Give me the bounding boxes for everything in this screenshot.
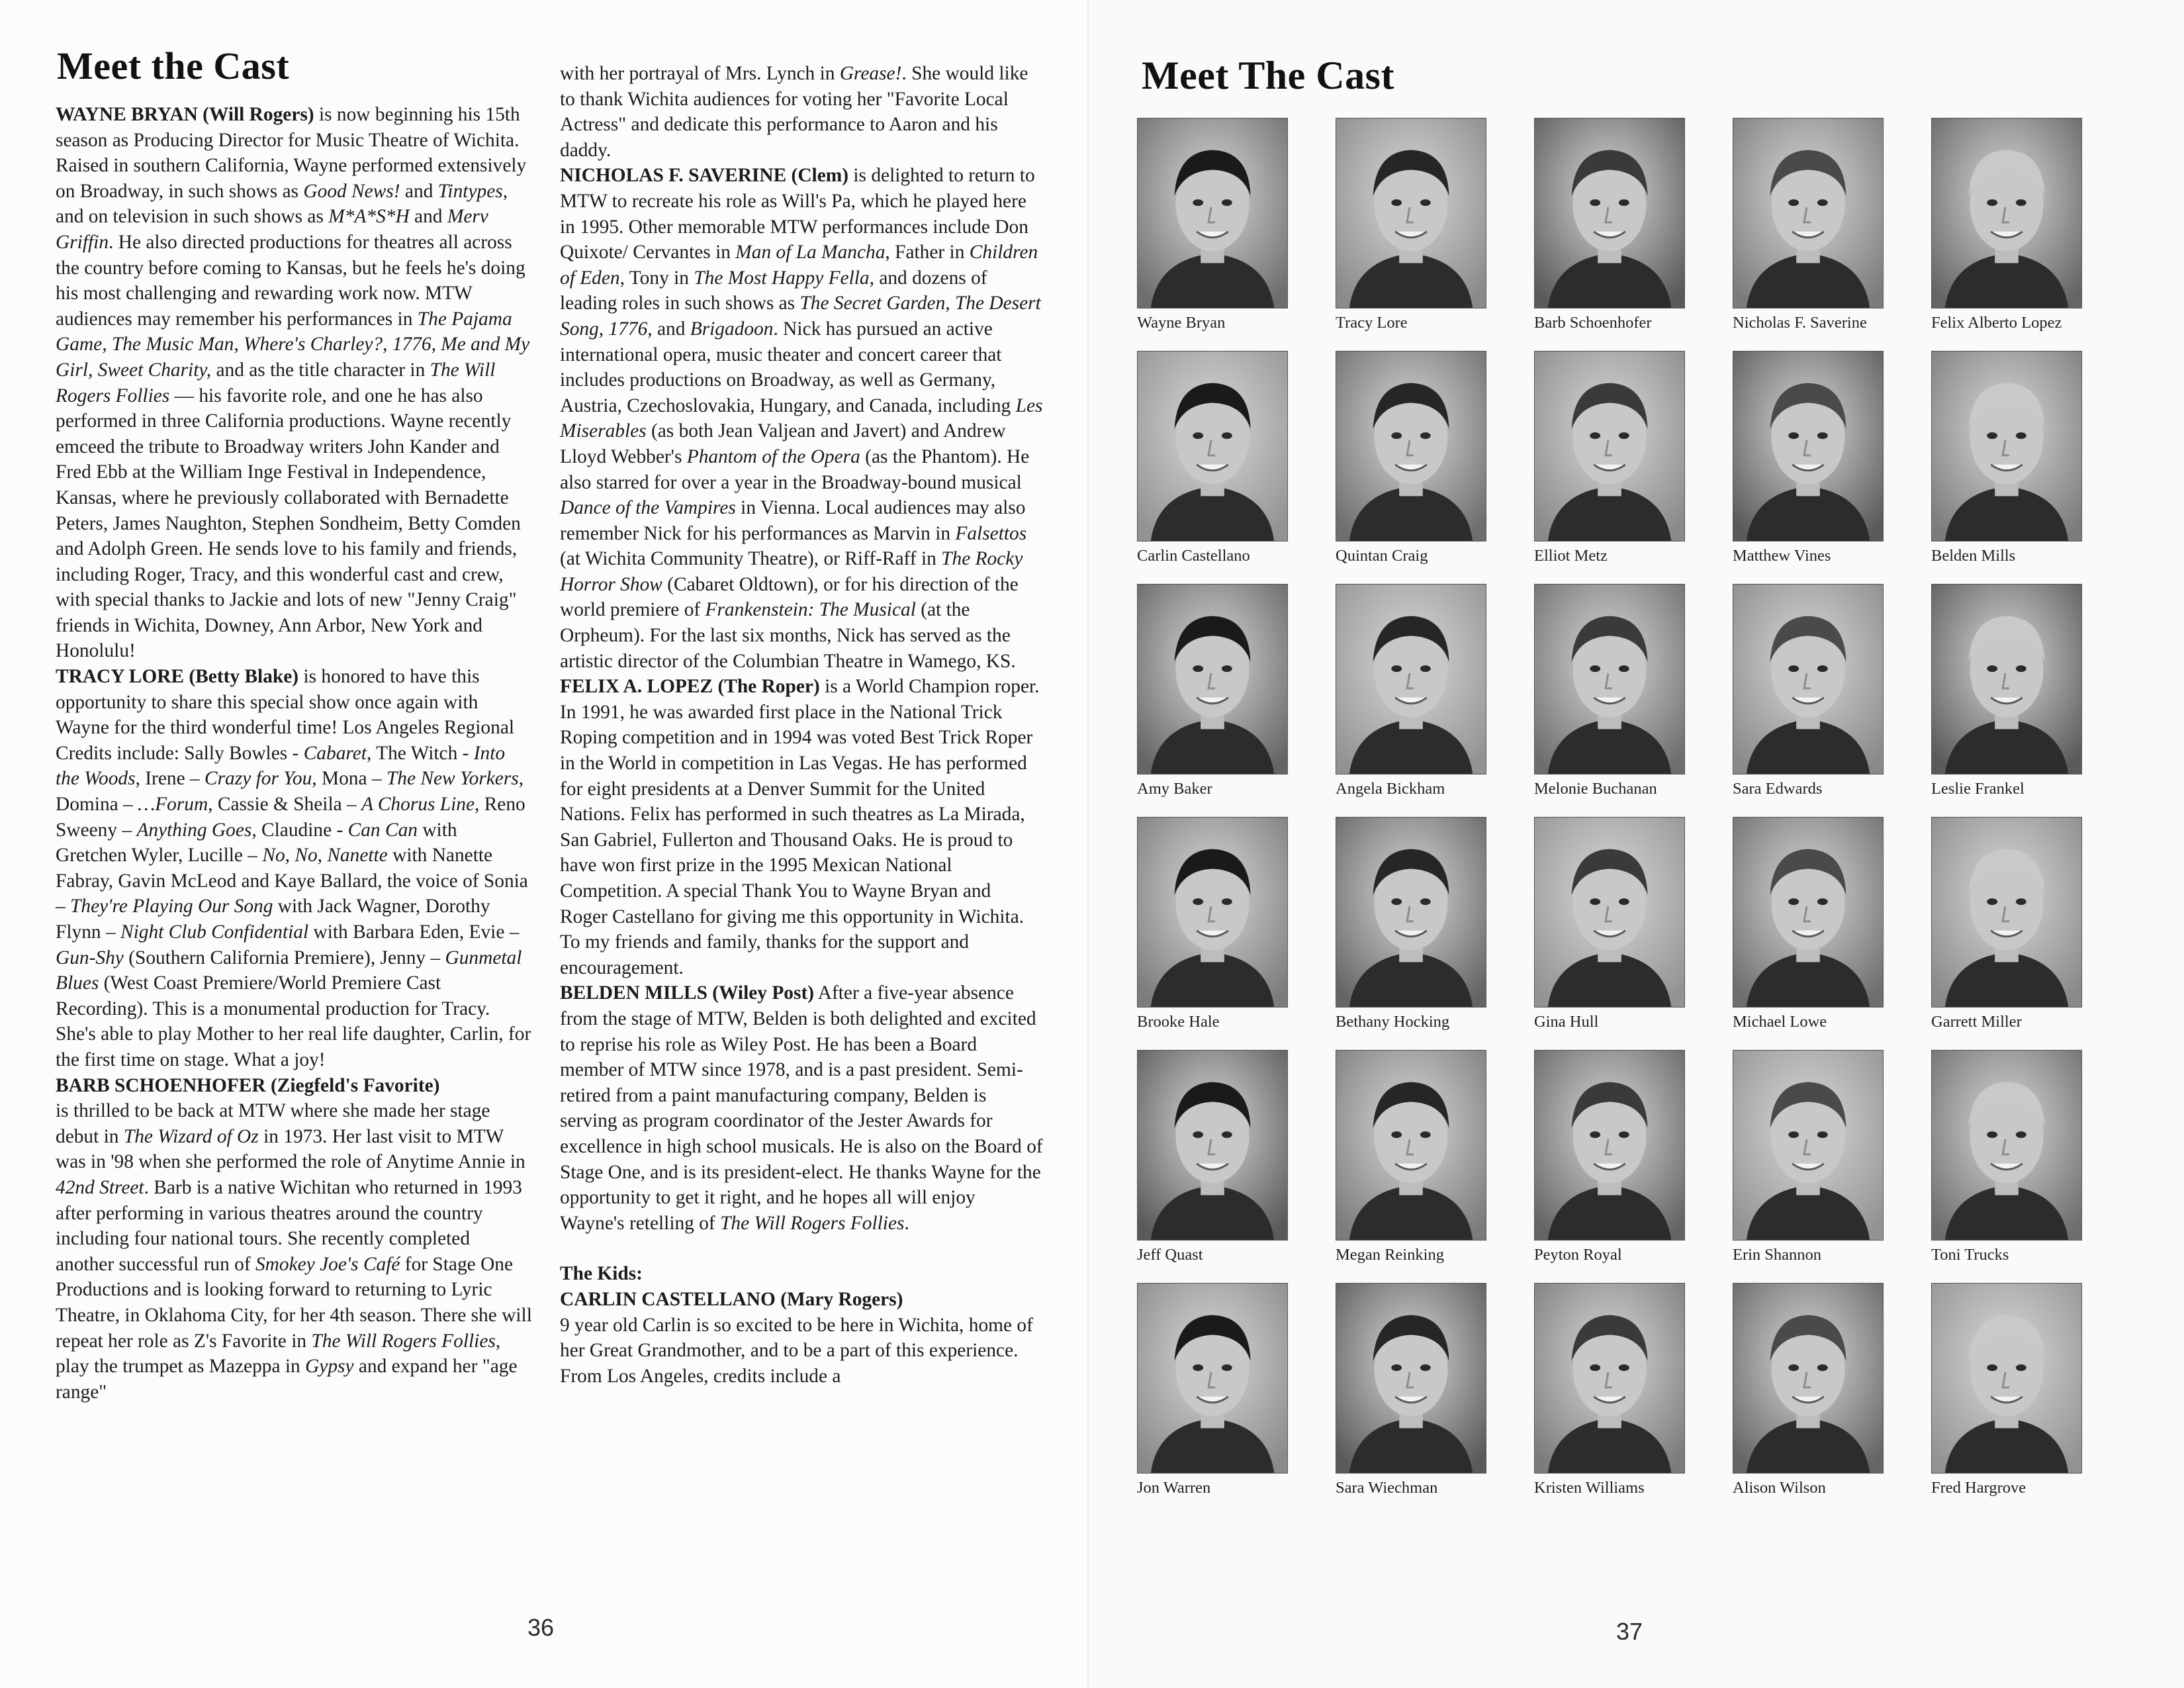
bio-text: (Cabaret Oldtown), or for his direction of the world premiere of (560, 573, 1019, 621)
show-title: Phantom of the Opera (686, 445, 860, 467)
bio-text: is thrilled to be back at MTW where she made her stage debut in (56, 1100, 490, 1147)
headshot-caption: Fred Hargrove (1931, 1479, 2026, 1497)
show-title: Gypsy (305, 1356, 354, 1378)
headshot-photo (1733, 118, 1884, 308)
bio-text: . Nick has pursued an active international opera, music theater and concert career that includes productions on Broadway, as well as Germany, Austria, Czechoslovakia, Hungary, and Canada, including (560, 318, 1016, 416)
page-number: 37 (1616, 1618, 1643, 1645)
cast-member-name: BARB SCHOENHOFER (Ziegfeld's Favorite) (56, 1074, 440, 1096)
cast-member-card (1336, 817, 1534, 1050)
headshot-photo (1931, 1283, 2082, 1474)
cast-member-card (1137, 351, 1336, 584)
bio-paragraph (56, 102, 532, 664)
headshot-caption: Leslie Frankel (1931, 780, 2025, 798)
headshot-photo (1336, 817, 1486, 1008)
bio-text: and expand her "age range" (56, 1356, 518, 1403)
cast-member-name: FELIX A. LOPEZ (The Roper) (560, 676, 820, 698)
cast-member-card (1931, 1050, 2130, 1283)
bio-text: After a five-year absence from the stage of MTW, Belden is both delighted and excited to reprise his role as Wiley Post. He has been a Board member of MTW since 1978, and is a past president. Semi-retired from a paint manufacturing company, Belden is serving as program coordinator of the Jester Awards for excellence in high school musicals. He is also on the Board of Stage One, and is its president-elect. He thanks Wayne for the opportunity to get it right, and he hopes all will enjoy Wayne's retelling of (560, 982, 1043, 1234)
headshot-photo (1137, 351, 1288, 541)
headshot-photo (1137, 584, 1288, 774)
cast-member-card (1931, 118, 2130, 351)
bio-text: . (904, 1212, 909, 1234)
show-title: The Pajama Game, The Music Man, Where's Charley?, 1776, Me and My Girl, Sweet Charity, (56, 308, 530, 381)
bio-text: with Nanette Fabray, Gavin McLeod and Kaye Ballard, the voice of Sonia – (56, 845, 528, 917)
bio-paragraph (560, 980, 1043, 1236)
headshot-caption: Sara Wiechman (1336, 1479, 1438, 1497)
show-title: Man of La Mancha (735, 242, 886, 263)
show-title: The Will Rogers Follies (311, 1330, 496, 1352)
headshot-photo (1931, 584, 2082, 774)
bio-text: (West Coast Premiere/World Premiere Cast Recording). This is a monumental production for Tracy. She's able to play Mother to her real life daughter, Carlin, for the first time on stage. What a joy! (56, 972, 531, 1070)
bio-text: , Claudine - (251, 819, 348, 841)
headshot-caption: Elliot Metz (1534, 547, 1608, 565)
bio-text: — his favorite role, and one he has also performed in three California productions. Wayne recently emceed the tribute to Broadway writers John Kander and Fred Ebb at the William Inge Festival in Independence, Kansas, where he previously collaborated with Bernadette Peters, James Naughton, Stephen Sondheim, Betty Comden and Adolph Green. He sends love to his family and friends, including Roger, Tracy, and this wonderful cast and crew, with special thanks to Jackie and lots of new "Jenny Craig" friends in Wichita, Downey, Ann Arbor, New York and Honolulu! (56, 385, 521, 662)
show-title: Into the Woods (56, 742, 506, 790)
headshot-caption: Amy Baker (1137, 780, 1212, 798)
cast-member-card (1534, 817, 1733, 1050)
headshot-caption: Alison Wilson (1733, 1479, 1826, 1497)
page-title: Meet the Cast (57, 44, 290, 87)
bio-paragraph (560, 1313, 1043, 1389)
cast-member-card (1733, 584, 1931, 817)
bio-text: with her portrayal of Mrs. Lynch in (560, 63, 840, 84)
headshot-photo (1137, 817, 1288, 1008)
left-page (0, 0, 1089, 1688)
show-title: Tintypes (437, 180, 503, 202)
cast-member-card (1931, 584, 2130, 817)
cast-member-card (1733, 1283, 1931, 1516)
headshot-photo (1733, 1283, 1884, 1474)
headshot-photo (1733, 817, 1884, 1008)
show-title: Cabaret (303, 742, 367, 764)
cast-member-card (1137, 1283, 1336, 1516)
show-title: The Rocky Horror Show (560, 548, 1023, 595)
bio-text: in Vienna. Local audiences may also remember Nick for his performances as Marvin in (560, 497, 1026, 544)
show-title: The Most Happy Fella (694, 267, 870, 289)
headshot-caption: Bethany Hocking (1336, 1013, 1450, 1031)
page-number: 36 (527, 1614, 555, 1641)
headshot-caption: Michael Lowe (1733, 1013, 1827, 1031)
bio-column-1 (56, 102, 532, 1405)
headshot-photo (1534, 1283, 1685, 1474)
headshot-caption: Jon Warren (1137, 1479, 1211, 1497)
cast-member-card (1733, 118, 1931, 351)
show-title: Crazy for You (205, 768, 312, 790)
headshot-caption: Matthew Vines (1733, 547, 1831, 565)
headshot-photo (1137, 1050, 1288, 1241)
cast-member-card (1931, 351, 2130, 584)
bio-text: with Gretchen Wyler, Lucille – (56, 819, 457, 867)
show-title: The New Yorkers (386, 768, 519, 790)
kids-heading: The Kids: (560, 1263, 643, 1285)
show-title: The Secret Garden, The Desert Song, 1776, (560, 293, 1041, 340)
bio-paragraph (560, 61, 1043, 163)
bio-text: . Barb is a native Wichitan who returned in 1993 after performing in various theatres around the country including four national tours. She recently completed another successful run of (56, 1176, 522, 1275)
show-title: Falsettos (955, 522, 1027, 544)
bio-text: in 1973. Her last visit to MTW was in '98 when she performed the role of Anytime Annie in (56, 1125, 525, 1173)
bio-text: with Jack Wagner, Dorothy Flynn – (56, 896, 490, 943)
cast-member-card (1534, 118, 1733, 351)
bio-text: , Tony in (619, 267, 694, 289)
headshot-caption: Barb Schoenhofer (1534, 314, 1652, 332)
show-title: Gunmetal Blues (56, 947, 522, 994)
cast-member-card (1137, 1050, 1336, 1283)
headshot-caption: Toni Trucks (1931, 1246, 2009, 1264)
show-title: Night Club Confidential (120, 921, 309, 943)
headshot-caption: Belden Mills (1931, 547, 2016, 565)
headshot-caption: Jeff Quast (1137, 1246, 1203, 1264)
cast-member-card (1336, 351, 1534, 584)
show-title: M*A*S*H (328, 206, 410, 228)
bio-text: is honored to have this opportunity to share this special show once again with Wayne for the third wonderful time! Los Angeles Regional Credits include: Sally Bowles - (56, 666, 515, 764)
show-title: Children of Eden (560, 242, 1038, 289)
headshot-caption: Gina Hull (1534, 1013, 1599, 1031)
show-title: Good News! (303, 180, 400, 202)
headshot-photo (1733, 1050, 1884, 1241)
headshot-caption: Felix Alberto Lopez (1931, 314, 2062, 332)
show-title: Brigadoon (690, 318, 774, 340)
show-title: The Will Rogers Follies (720, 1212, 905, 1234)
show-title: Anything Goes (136, 819, 252, 841)
cast-member-card (1931, 817, 2130, 1050)
cast-member-card (1137, 118, 1336, 351)
headshot-photo (1733, 584, 1884, 774)
headshot-photo (1336, 584, 1486, 774)
bio-text: , play the trumpet as Mazeppa in (56, 1330, 501, 1378)
bio-text: (at Wichita Community Theatre), or Riff-Raff in (560, 548, 942, 570)
bio-text: is delighted to return to MTW to recreate his role as Will's Pa, which he played here in 1995. Other memorable MTW performances include Don Quixote/ Cervantes in (560, 165, 1035, 263)
headshot-photo (1931, 817, 2082, 1008)
show-title: The Wizard of Oz (123, 1125, 259, 1147)
bio-text: , Irene – (135, 768, 205, 790)
bio-paragraph (56, 1073, 532, 1099)
cast-member-card (1137, 584, 1336, 817)
cast-member-card (1336, 584, 1534, 817)
show-title: Les Miserables (560, 395, 1043, 442)
headshot-caption: Brooke Hale (1137, 1013, 1220, 1031)
headshot-photo (1534, 584, 1685, 774)
bio-text: and (652, 318, 690, 340)
cast-member-card (1733, 351, 1931, 584)
headshot-caption: Erin Shannon (1733, 1246, 1822, 1264)
headshot-photo (1137, 118, 1288, 308)
show-title: 42nd Street (56, 1176, 144, 1198)
headshot-photo (1534, 817, 1685, 1008)
cast-photo-grid (1137, 118, 2176, 1521)
show-title: The Will Rogers Follies (56, 359, 496, 406)
show-title: A Chorus Line (361, 794, 475, 816)
right-page (1089, 0, 2184, 1688)
cast-member-card (1534, 1050, 1733, 1283)
headshot-caption: Peyton Royal (1534, 1246, 1622, 1264)
show-title: No, No, Nanette (262, 845, 388, 867)
headshot-photo (1931, 1050, 2082, 1241)
bio-text: and (409, 206, 447, 228)
show-title: They're Playing Our Song (70, 896, 273, 917)
bio-text: with Barbara Eden, Evie – (308, 921, 520, 943)
cast-member-card (1534, 351, 1733, 584)
cast-member-card (1931, 1283, 2130, 1516)
show-title: Grease! (839, 63, 902, 84)
bio-text: , and dozens of leading roles in such shows as (560, 267, 987, 314)
bio-text: is a World Champion roper. In 1991, he was awarded first place in the National Trick Roping competition and in 1994 was voted Best Trick Roper in the World in competition in Las Vegas. He has performed for eight presidents at a Denver Summit for the United Nations. Felix has performed in such theatres as La Mirada, San Gabriel, Fullerton and Thousand Oaks. He is proud to have won first prize in the 1995 Mexican National Competition. A special Thank You to Wayne Bryan and Roger Castellano for giving me this opportunity in Wichita. To my friends and family, thanks for the support and encouragement. (560, 676, 1040, 978)
bio-text: , and on television in such shows as (56, 180, 508, 228)
headshot-caption: Tracy Lore (1336, 314, 1408, 332)
headshot-photo (1733, 351, 1884, 541)
show-title: Can Can (347, 819, 418, 841)
show-title: Gun-Shy (56, 947, 124, 968)
page-title: Meet The Cast (1142, 54, 1394, 97)
headshot-photo (1336, 118, 1486, 308)
cast-member-name: TRACY LORE (Betty Blake) (56, 666, 299, 688)
bio-text: is now beginning his 15th season as Producing Director for Music Theatre of Wichita. Raised in southern California, Wayne performed extensively on Broadway, in such shows as (56, 104, 527, 202)
headshot-caption: Megan Reinking (1336, 1246, 1444, 1264)
headshot-photo (1931, 118, 2082, 308)
show-title: Smokey Joe's Café (255, 1253, 400, 1275)
bio-text: 9 year old Carlin is so excited to be here in Wichita, home of her Great Grandmother, and to be a part of this experience. From Los Angeles, credits include a (560, 1314, 1033, 1387)
headshot-photo (1336, 1050, 1486, 1241)
bio-text: . He also directed productions for theatres all across the country before coming to Kansas, but he feels he's doing his most challenging and rewarding work now. MTW audiences may remember his performances in (56, 231, 525, 330)
cast-member-card (1336, 1283, 1534, 1516)
headshot-photo (1336, 1283, 1486, 1474)
show-title: Frankenstein: The Musical (705, 599, 916, 621)
bio-column-2 (560, 61, 1043, 1389)
headshot-caption: Nicholas F. Saverine (1733, 314, 1867, 332)
cast-member-name: WAYNE BRYAN (Will Rogers) (56, 104, 314, 125)
bio-text: , Father in (885, 242, 970, 263)
headshot-photo (1931, 351, 2082, 541)
show-title: …Forum (138, 794, 208, 816)
bio-paragraph (560, 674, 1043, 980)
headshot-photo (1534, 1050, 1685, 1241)
headshot-photo (1336, 351, 1486, 541)
cast-member-name: NICHOLAS F. SAVERINE (Clem) (560, 165, 849, 187)
cast-member-card (1137, 817, 1336, 1050)
cast-member-name: CARLIN CASTELLANO (Mary Rogers) (560, 1288, 903, 1310)
show-title: Merv Griffin (56, 206, 488, 253)
bio-text: , Domina – (56, 768, 524, 816)
bio-text: , The Witch - (366, 742, 474, 764)
bio-text: for Stage One Productions and is looking forward to returning to Lyric Theatre, in Oklahoma City, for her 4th season. There she will repeat her role as Z's Favorite in (56, 1253, 532, 1352)
bio-text: (Southern California Premiere), Jenny – (123, 947, 445, 968)
headshot-caption: Carlin Castellano (1137, 547, 1250, 565)
headshot-caption: Sara Edwards (1733, 780, 1823, 798)
bio-paragraph (560, 163, 1043, 674)
bio-paragraph (560, 1287, 1043, 1313)
headshot-photo (1534, 351, 1685, 541)
cast-member-card (1336, 118, 1534, 351)
bio-text: , Cassie & Sheila – (208, 794, 362, 816)
bio-text: (at the Orpheum). For the last six months, Nick has served as the artistic director of the Columbian Theatre in Wamego, KS. (560, 599, 1016, 672)
cast-member-card (1534, 1283, 1733, 1516)
bio-text: and (400, 180, 438, 202)
headshot-caption: Kristen Williams (1534, 1479, 1645, 1497)
cast-member-card (1336, 1050, 1534, 1283)
headshot-caption: Melonie Buchanan (1534, 780, 1657, 798)
cast-member-card (1534, 584, 1733, 817)
headshot-photo (1137, 1283, 1288, 1474)
bio-text: (as the Phantom). He also starred for over a year in the Broadway-bound musical (560, 445, 1030, 493)
bio-text: , Mona – (312, 768, 387, 790)
bio-paragraph (56, 664, 532, 1073)
cast-member-card (1733, 817, 1931, 1050)
headshot-caption: Garrett Miller (1931, 1013, 2022, 1031)
bio-paragraph (56, 1098, 532, 1405)
headshot-caption: Quintan Craig (1336, 547, 1428, 565)
bio-text: , Reno Sweeny – (56, 794, 525, 841)
cast-member-card (1733, 1050, 1931, 1283)
headshot-photo (1534, 118, 1685, 308)
bio-text: . She would like to thank Wichita audiences for voting her "Favorite Local Actress" and dedicate this performance to Aaron and his daddy. (560, 63, 1028, 161)
headshot-caption: Angela Bickham (1336, 780, 1445, 798)
bio-text: and as the title character in (211, 359, 430, 381)
cast-member-name: BELDEN MILLS (Wiley Post) (560, 982, 815, 1004)
headshot-caption: Wayne Bryan (1137, 314, 1226, 332)
bio-text: (as both Jean Valjean and Javert) and Andrew Lloyd Webber's (560, 420, 1006, 467)
show-title: Dance of the Vampires (560, 497, 736, 519)
